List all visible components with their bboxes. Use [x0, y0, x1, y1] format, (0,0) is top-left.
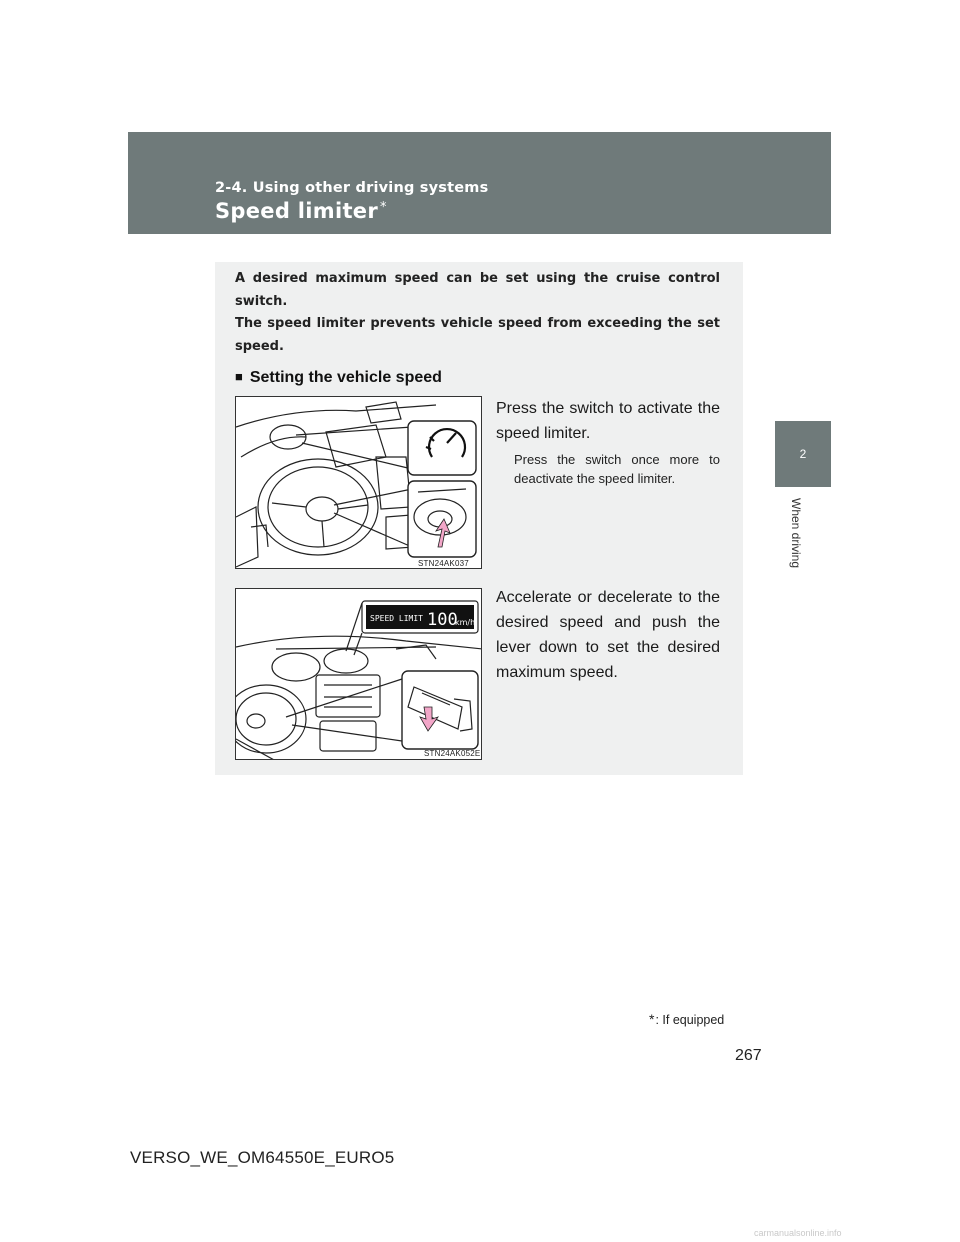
intro-paragraph-1: A desired maximum speed can be set using the cruise control switch. — [235, 271, 720, 309]
display-label: SPEED LIMIT — [370, 614, 423, 623]
chapter-caption: When driving — [789, 498, 803, 569]
watermark: carmanualsonline.info — [754, 1228, 842, 1238]
footnote-text: : If equipped — [655, 1013, 725, 1027]
figure-code-2: STN24AK052E — [424, 749, 481, 758]
square-bullet-icon: ■ — [235, 369, 243, 384]
display-value: 100 — [427, 610, 458, 630]
step-2-text: Accelerate or decelerate to the desired speed and push the lever down to set the desired maximum speed. — [496, 589, 720, 681]
figure-speed-limit-lever — [235, 588, 482, 760]
figure-code-1: STN24AK037 — [418, 559, 469, 568]
page-title — [215, 199, 387, 223]
subheading-text: Setting the vehicle speed — [249, 369, 442, 386]
title-asterisk: * — [380, 200, 387, 215]
intro-paragraph-2: The speed limiter prevents vehicle speed from exceeding the set speed. — [235, 316, 720, 354]
document-code: VERSO_WE_OM64550E_EURO5 — [130, 1148, 395, 1167]
illustration-dashboard-lever — [236, 589, 482, 760]
subheading — [235, 369, 442, 387]
display-unit: km/h — [455, 618, 476, 627]
page-number: 267 — [735, 1047, 762, 1064]
chapter-tab[interactable]: 2 — [775, 421, 831, 487]
section-label: 2-4. Using other driving systems — [215, 180, 489, 196]
intro-text — [235, 268, 720, 358]
figure-speed-limiter-switch — [235, 396, 482, 569]
step-1-note: Press the switch once more to deactivate the speed limiter. — [514, 452, 720, 486]
step-1-text: Press the switch to activate the speed limiter. — [496, 400, 720, 442]
footnote — [649, 1011, 724, 1027]
asterisk-icon: * — [649, 1011, 655, 1027]
illustration-steering-switch — [236, 397, 482, 569]
page-title-text: Speed limiter — [215, 199, 378, 223]
